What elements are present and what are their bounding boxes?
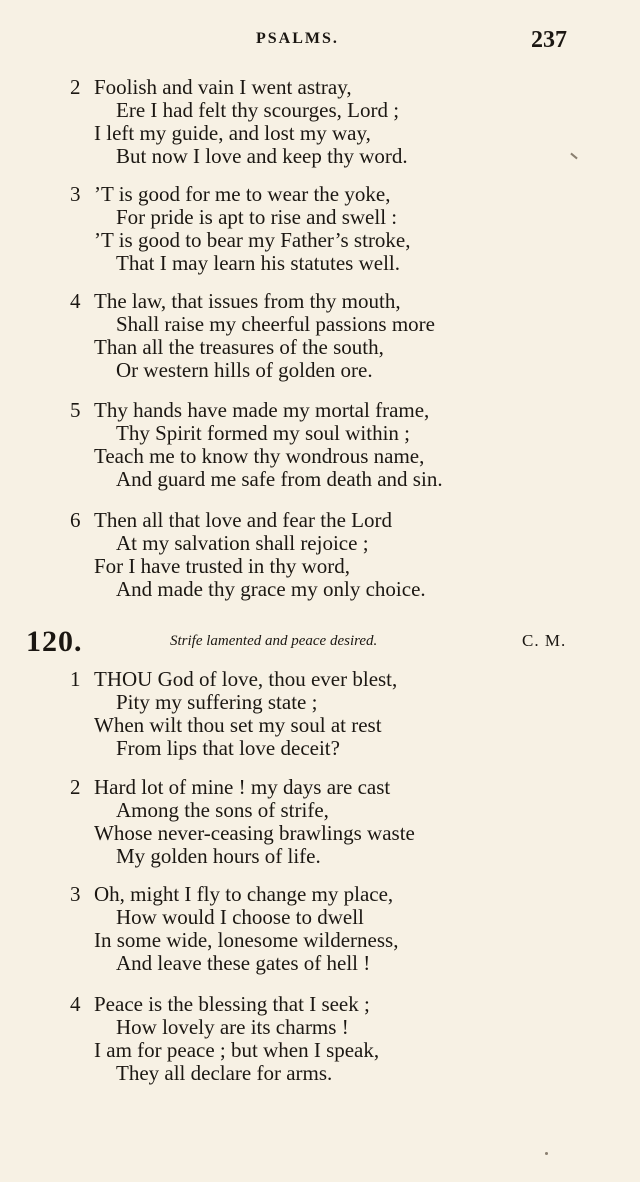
- verse-line: Among the sons of strife,: [116, 798, 329, 822]
- verse-line: Pity my suffering state ;: [116, 690, 318, 714]
- verse-line: Foolish and vain I went astray,: [94, 75, 352, 99]
- verse-line: Oh, might I fly to change my place,: [94, 882, 394, 906]
- hymn-number: 120.: [26, 625, 83, 658]
- verse-line: For pride is apt to rise and swell :: [116, 205, 398, 229]
- verse-line: And guard me safe from death and sin.: [116, 467, 443, 491]
- stanza-number: 2: [70, 775, 81, 799]
- verse-line: ’T is good to bear my Father’s stroke,: [94, 228, 411, 252]
- verse-line: Peace is the blessing that I seek ;: [94, 992, 370, 1016]
- verse-line: THOU God of love, thou ever blest,: [94, 667, 398, 691]
- stanza: [70, 399, 540, 491]
- stanza-number: 4: [70, 289, 81, 313]
- verse-line: At my salvation shall rejoice ;: [116, 531, 369, 555]
- verse-line: I am for peace ; but when I speak,: [94, 1038, 380, 1062]
- stanza-number: 4: [70, 992, 81, 1016]
- verse-line: I left my guide, and lost my way,: [94, 121, 371, 145]
- verse-line: That I may learn his statutes well.: [116, 251, 401, 275]
- verse-line: Thy hands have made my mortal frame,: [94, 398, 430, 422]
- stanza-number: 3: [70, 882, 81, 906]
- stanza: [70, 883, 540, 975]
- verse-line: When wilt thou set my soul at rest: [94, 713, 382, 737]
- stanza: [70, 290, 540, 382]
- hymn-header: [26, 625, 576, 658]
- stanza-number: 1: [70, 667, 81, 691]
- verse-line: Than all the treasures of the south,: [94, 335, 384, 359]
- verse-line: Then all that love and fear the Lord: [94, 508, 392, 532]
- verse-line: Or western hills of golden ore.: [116, 358, 373, 382]
- verse-line: Whose never-ceasing brawlings waste: [94, 821, 415, 845]
- stanza: [70, 183, 540, 275]
- verse-line: They all declare for arms.: [116, 1061, 333, 1085]
- verse-line: But now I love and keep thy word.: [116, 144, 408, 168]
- page-number: 237: [531, 27, 567, 53]
- verse-line: How lovely are its charms !: [116, 1015, 349, 1039]
- verse-line: In some wide, lonesome wilderness,: [94, 928, 399, 952]
- stanza-number: 6: [70, 508, 81, 532]
- verse-line: ’T is good for me to wear the yoke,: [94, 182, 391, 206]
- stanza-number: 5: [70, 398, 81, 422]
- stanza-number: 2: [70, 75, 81, 99]
- stanza: [70, 993, 540, 1085]
- verse-line: And made thy grace my only choice.: [116, 577, 426, 601]
- hymn-meter: C. M.: [522, 631, 567, 650]
- verse-line: And leave these gates of hell !: [116, 951, 371, 975]
- verse-line: For I have trusted in thy word,: [94, 554, 351, 578]
- verse-line: Thy Spirit formed my soul within ;: [116, 421, 410, 445]
- verse-line: The law, that issues from thy mouth,: [94, 289, 401, 313]
- stanza: [70, 509, 540, 601]
- verse-line: Teach me to know thy wondrous name,: [94, 444, 425, 468]
- stanza: [70, 668, 540, 760]
- hymn-title: Strife lamented and peace desired.: [170, 633, 378, 649]
- running-head: PSALMS.: [256, 30, 339, 47]
- verse-line: Ere I had felt thy scourges, Lord ;: [116, 98, 400, 122]
- stanza: [70, 776, 540, 868]
- stanza: [70, 76, 540, 168]
- ink-speck: [545, 1152, 548, 1155]
- verse-line: From lips that love deceit?: [116, 736, 340, 760]
- verse-line: My golden hours of life.: [116, 844, 321, 868]
- verse-line: Hard lot of mine ! my days are cast: [94, 775, 391, 799]
- stanza-number: 3: [70, 182, 81, 206]
- verse-line: How would I choose to dwell: [116, 905, 364, 929]
- verse-line: Shall raise my cheerful passions more: [116, 312, 435, 336]
- ink-speck: [570, 153, 577, 160]
